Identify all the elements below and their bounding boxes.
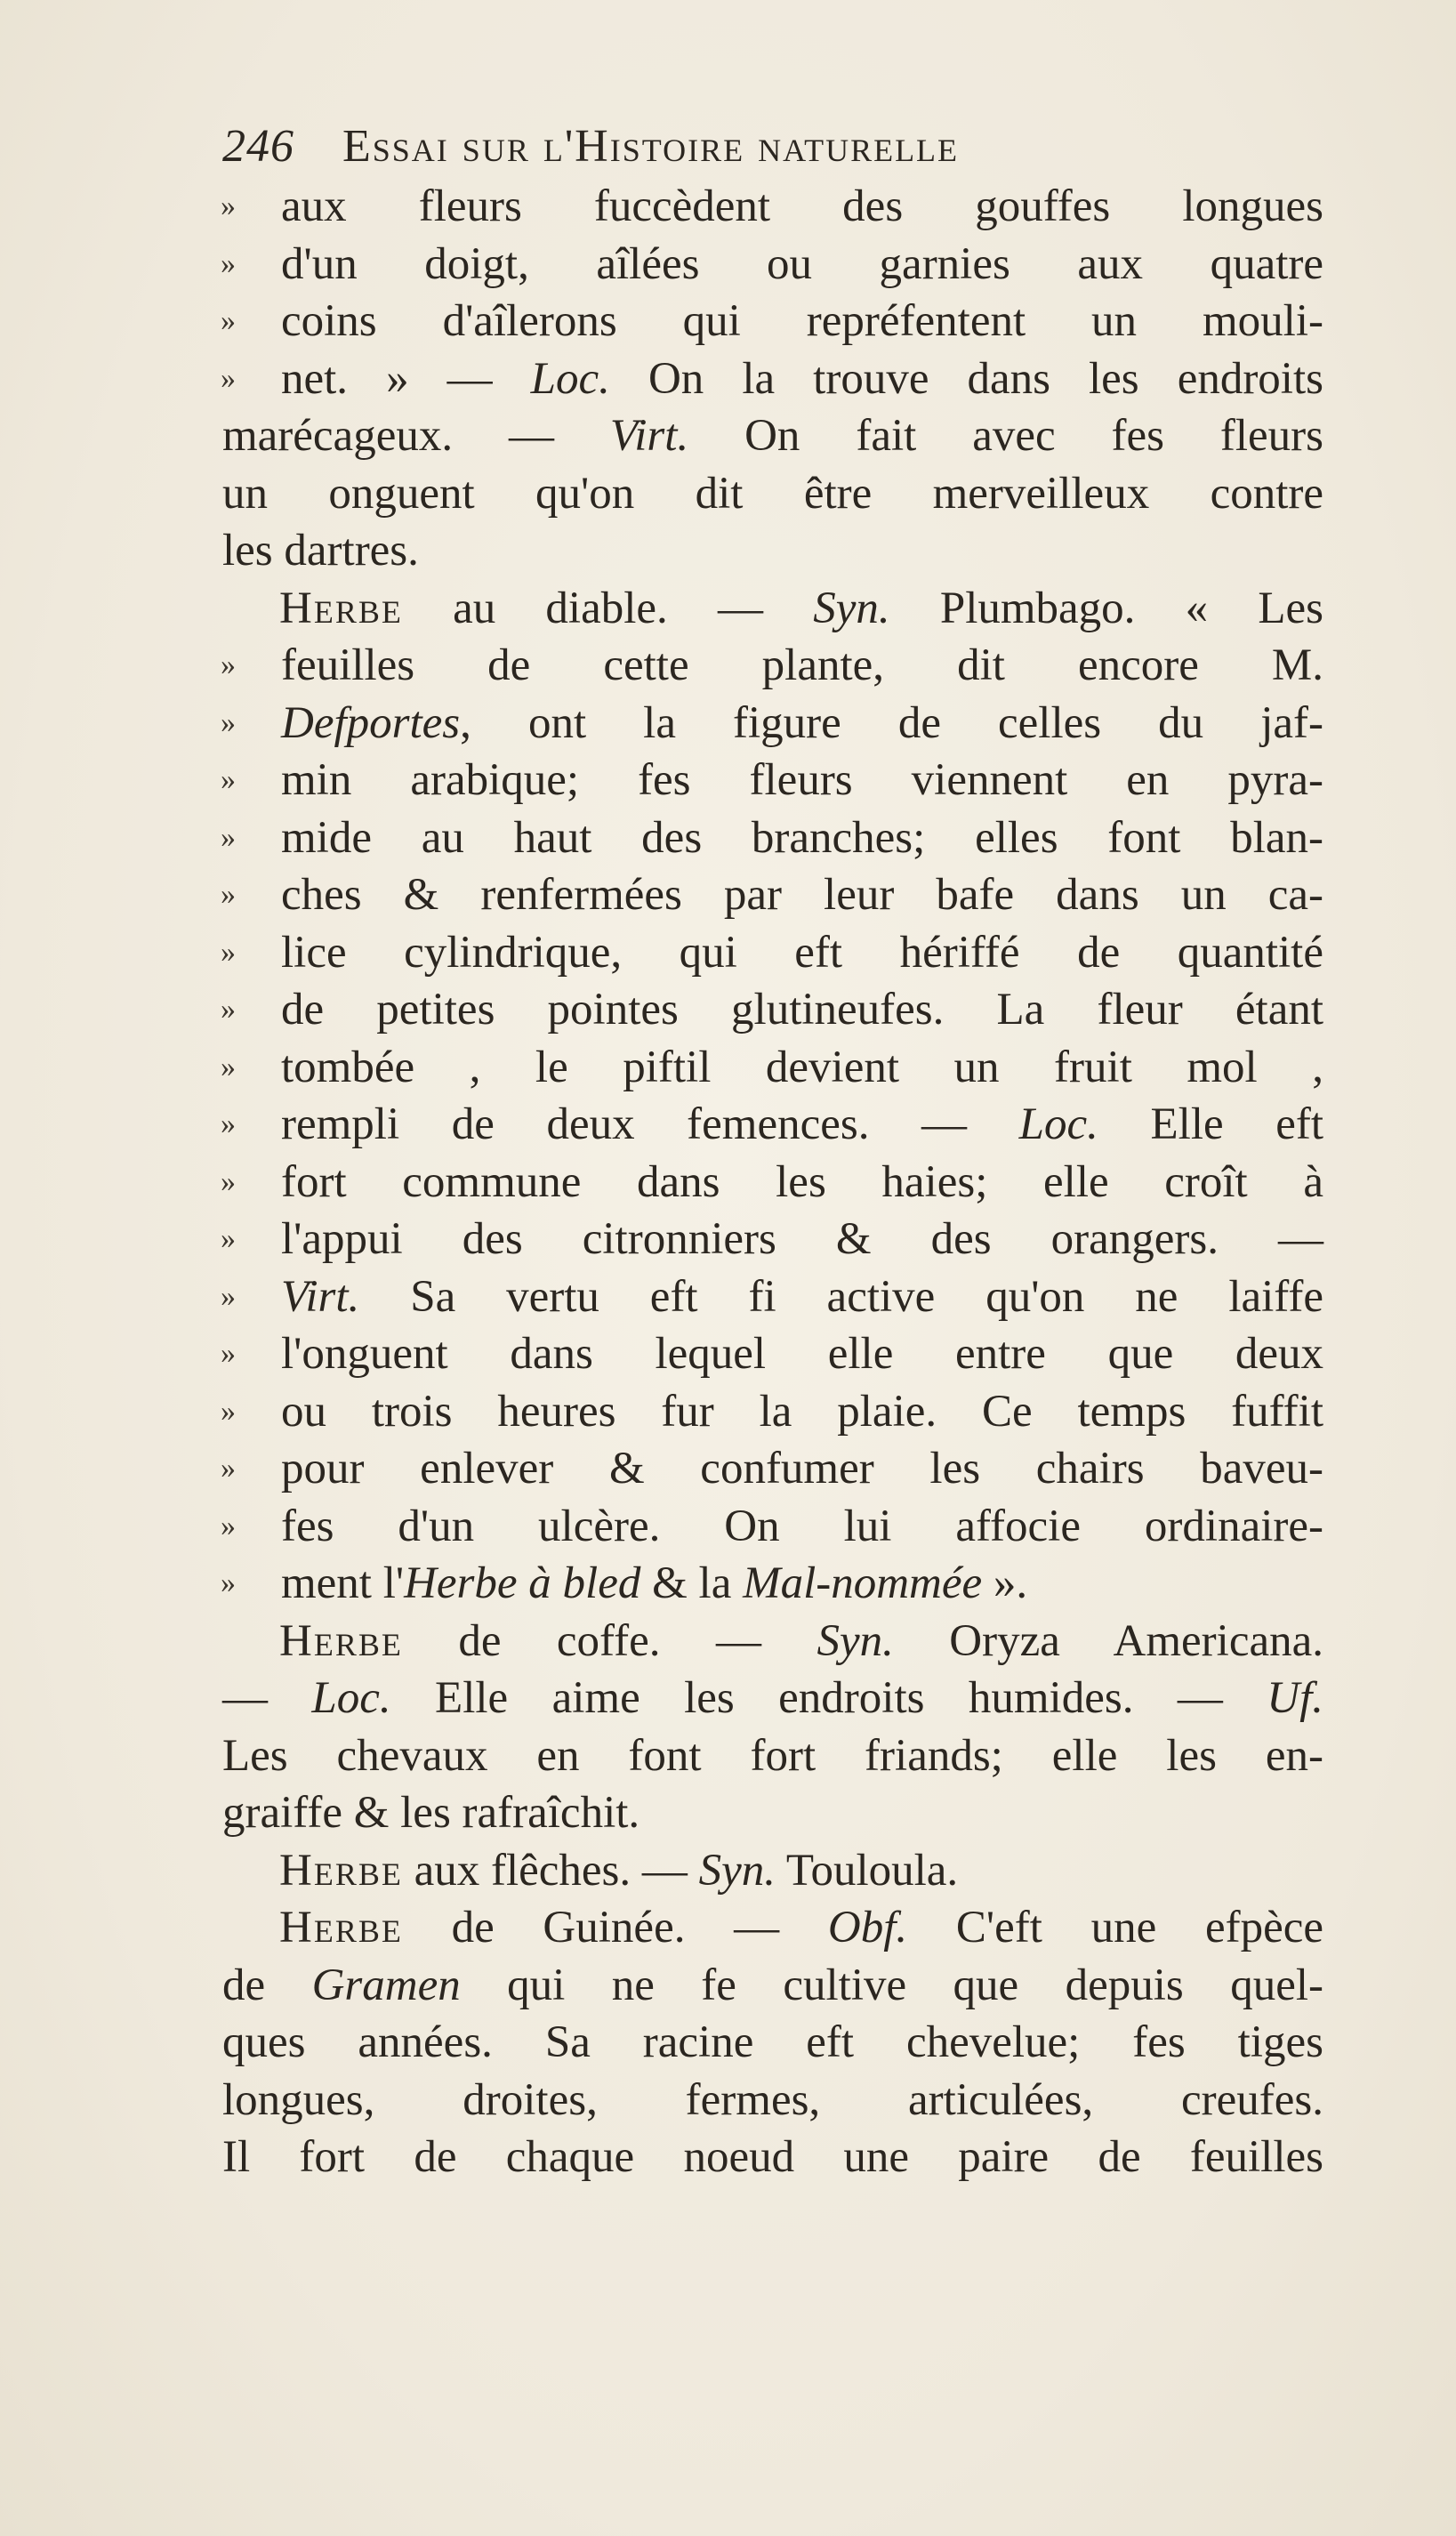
- text-run: aux fleurs fuccèdent des gouffes longues: [281, 181, 1323, 231]
- text-line: [222, 293, 1323, 350]
- text-run: marécageux. —: [222, 411, 610, 461]
- text-run: On la trouve dans les endroits: [609, 353, 1323, 404]
- text-line: [222, 1613, 1323, 1671]
- text-run: ches & renfermées par leur bafe dans un ca-: [281, 870, 1323, 920]
- text-run: graiffe & les rafraîchit.: [222, 1788, 640, 1838]
- italic-text: Syn.: [816, 1615, 894, 1666]
- text-line: [222, 695, 1323, 753]
- text-run: de: [222, 1960, 312, 2010]
- text-line: [222, 1555, 1323, 1613]
- entry-headword: Herbe: [279, 1845, 403, 1896]
- text-line: [222, 522, 1323, 580]
- text-run: mide au haut des branches; elles font blan-: [281, 812, 1323, 863]
- entry-headword: Herbe: [279, 583, 403, 633]
- italic-text: Syn.: [813, 583, 890, 633]
- text-run: longues, droites, fermes, articulées, creufes.: [222, 2074, 1323, 2125]
- text-run: C'eft une efpèce: [907, 1903, 1323, 1952]
- text-line: [222, 637, 1323, 695]
- text-line: [222, 350, 1323, 408]
- text-line: [222, 1383, 1323, 1441]
- page-number: 246: [222, 121, 294, 172]
- text-run: de coffe. —: [402, 1615, 817, 1666]
- text-line: [222, 1039, 1323, 1097]
- text-line: [222, 178, 1323, 236]
- text-line: [222, 1784, 1323, 1842]
- text-run: min arabique; fes fleurs viennent en pyra-: [281, 755, 1323, 805]
- text-line: [222, 1154, 1323, 1212]
- text-line: [222, 809, 1323, 867]
- text-line: [222, 1440, 1323, 1498]
- text-line: [222, 236, 1323, 294]
- entry-headword: Herbe: [279, 1615, 403, 1666]
- text-run: ou trois heures fur la plaie. Ce temps fuffit: [281, 1386, 1323, 1437]
- text-line: [222, 2072, 1323, 2129]
- text-line: [222, 866, 1323, 924]
- text-line: [222, 1670, 1323, 1727]
- italic-text: Syn.: [698, 1845, 776, 1896]
- text-line: [222, 2129, 1323, 2186]
- text-run: rempli de deux femences. —: [281, 1099, 1019, 1149]
- italic-text: Herbe à bled: [404, 1558, 641, 1608]
- italic-text: Loc.: [530, 353, 610, 404]
- text-run: Elle eft: [1098, 1099, 1324, 1149]
- text-line: [222, 1211, 1323, 1268]
- text-run: au diable. —: [402, 583, 814, 633]
- text-run: l'appui des citronniers & des orangers. —: [281, 1214, 1323, 1264]
- italic-text: Loc.: [1018, 1099, 1098, 1149]
- text-run: Les chevaux en font fort friands; elle les en-: [222, 1730, 1323, 1781]
- italic-text: Loc.: [311, 1673, 391, 1723]
- italic-text: Virt.: [609, 411, 689, 461]
- text-run: fes d'un ulcère. On lui affocie ordinaire-: [281, 1501, 1323, 1551]
- text-run: aux flêches. —: [402, 1845, 699, 1896]
- text-line: [222, 1325, 1323, 1383]
- text-line: [222, 924, 1323, 982]
- text-run: —: [222, 1673, 312, 1723]
- text-run: d'un doigt, aîlées ou garnies aux quatre: [281, 238, 1323, 289]
- text-run: Touloula.: [776, 1845, 959, 1896]
- text-run: un onguent qu'on dit être merveilleux contre: [222, 468, 1323, 519]
- text-line: [222, 2014, 1323, 2072]
- running-title: Essai sur l'Histoire naturelle: [342, 121, 960, 172]
- text-run: Oryza Americana.: [893, 1615, 1323, 1666]
- text-line: [222, 1957, 1323, 2015]
- text-line: [222, 1727, 1323, 1785]
- entry-headword: Herbe: [279, 1903, 403, 1952]
- text-run: , ont la figure de celles du jaf-: [460, 697, 1323, 748]
- text-run: On fait avec fes fleurs: [688, 411, 1323, 461]
- text-line: [222, 465, 1323, 523]
- text-line: [222, 1498, 1323, 1556]
- italic-text: Defportes: [281, 697, 461, 748]
- page-header: [222, 116, 1334, 178]
- text-run: coins d'aîlerons qui repréfentent un mouli-: [281, 296, 1323, 346]
- text-run: Sa vertu eft fi active qu'on ne laiffe: [359, 1271, 1323, 1322]
- text-line: [222, 407, 1323, 465]
- text-line: [222, 1096, 1323, 1154]
- text-line: [222, 752, 1323, 809]
- text-run: l'onguent dans lequel elle entre que deux: [281, 1329, 1323, 1379]
- text-run: ».: [982, 1558, 1028, 1608]
- italic-text: Uf.: [1267, 1673, 1323, 1723]
- text-run: de Guinée. —: [402, 1903, 828, 1952]
- text-run: fort commune dans les haies; elle croît à: [281, 1156, 1323, 1207]
- body-text: [222, 178, 1323, 2186]
- text-line: [222, 981, 1323, 1039]
- text-run: qui ne fe cultive que depuis quel-: [460, 1960, 1323, 2010]
- italic-text: Gramen: [311, 1960, 461, 2010]
- text-run: lice cylindrique, qui eft hériffé de quantité: [281, 927, 1323, 978]
- text-run: Plumbago. « Les: [889, 583, 1323, 633]
- italic-text: Mal-nommée: [743, 1558, 983, 1608]
- text-run: tombée , le piftil devient un fruit mol ,: [281, 1042, 1323, 1092]
- italic-text: Obf.: [827, 1903, 908, 1952]
- text-run: de petites pointes glutineufes. La fleur étant: [281, 985, 1323, 1035]
- text-line: [222, 1899, 1323, 1957]
- text-run: ques années. Sa racine eft chevelue; fes tiges: [222, 2017, 1323, 2067]
- text-run: pour enlever & confumer les chairs baveu-: [281, 1444, 1323, 1493]
- text-run: & la: [640, 1558, 744, 1608]
- text-run: les dartres.: [222, 526, 419, 576]
- text-run: Il fort de chaque noeud une paire de feuilles: [222, 2132, 1323, 2182]
- text-line: [222, 580, 1323, 638]
- text-run: Elle aime les endroits humides. —: [390, 1673, 1267, 1723]
- text-line: [222, 1268, 1323, 1326]
- text-line: [222, 1842, 1323, 1900]
- text-run: ment l': [281, 1558, 405, 1608]
- text-run: feuilles de cette plante, dit encore M.: [281, 640, 1323, 690]
- italic-text: Virt.: [281, 1271, 360, 1322]
- text-run: net. » —: [281, 353, 531, 404]
